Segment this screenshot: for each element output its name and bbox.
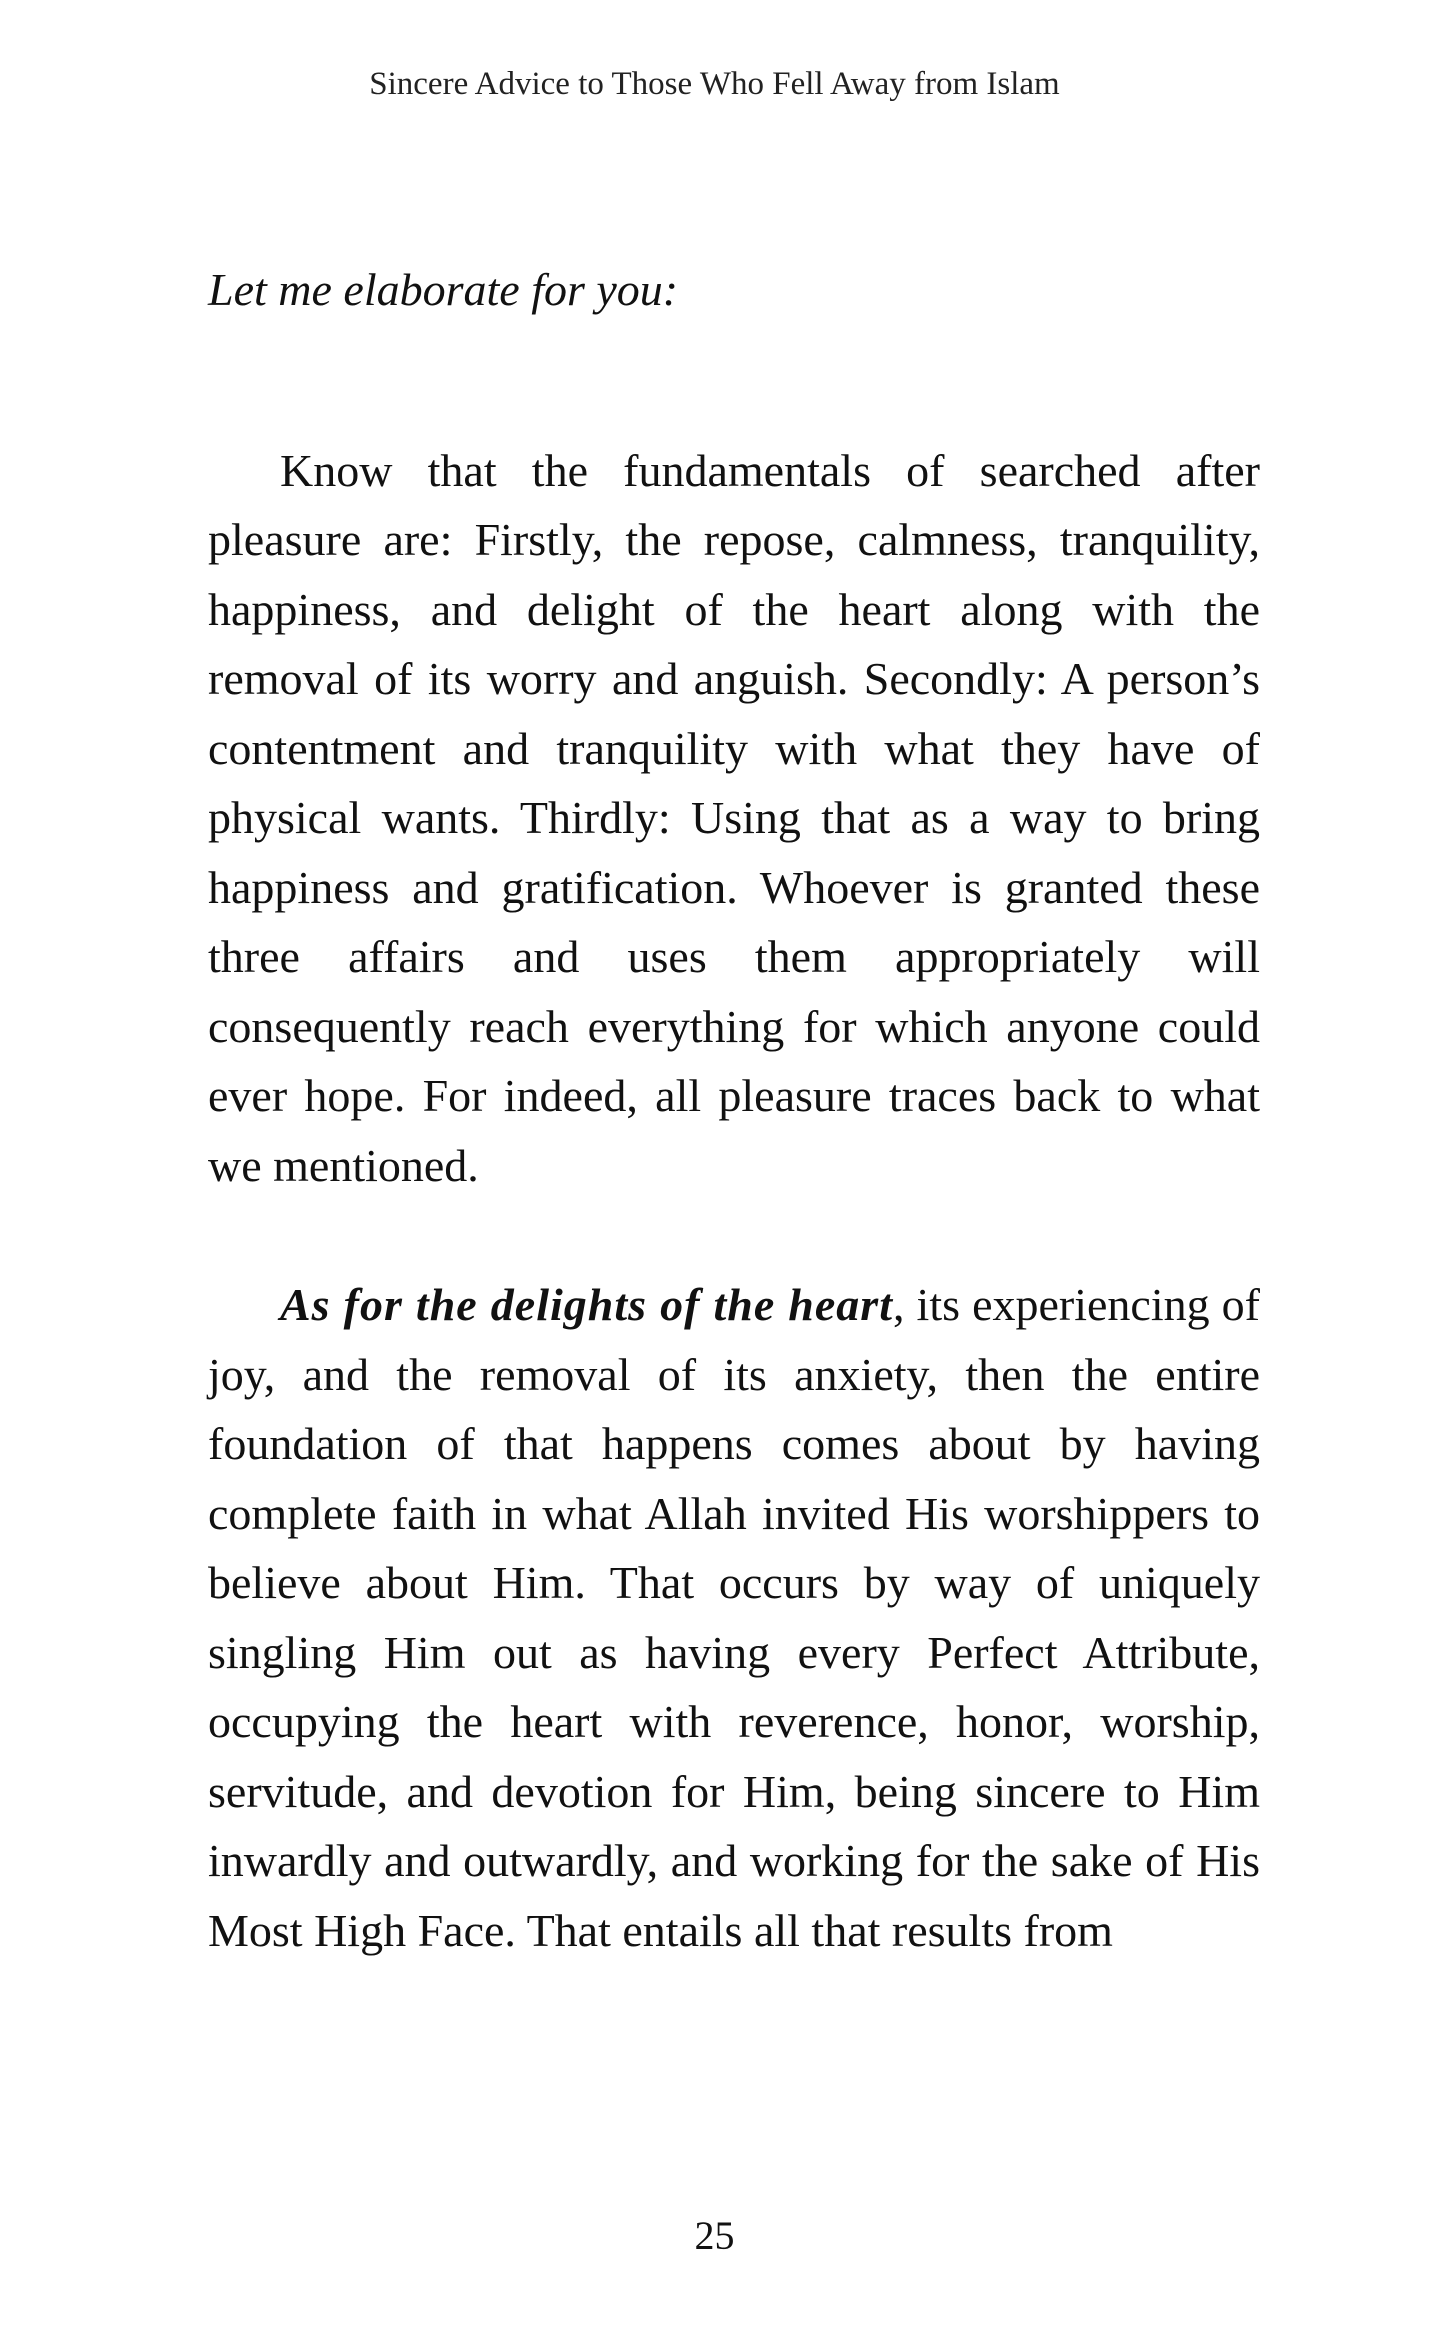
paragraph-delights-of-heart (208, 1270, 1260, 1965)
paragraph-continuation: , its experiencing of joy, and the removal of its anxiety, then the entire foundation of that happens comes about by having complete faith in what Allah invited His worshippers to believe about Him. That occurs by way of uniquely singling Him out as having every Perfect Attribute, occupying the heart with reverence, honor, worship, servitude, and devotion for Him, being sincere to Him inwardly and outwardly, and working for the sake of His Most High Face. That entails all that results from (208, 1279, 1260, 1956)
running-header: Sincere Advice to Those Who Fell Away from Islam (369, 66, 1060, 102)
page-body (208, 255, 1260, 1965)
paragraph-lead-phrase: As for the delights of the heart (280, 1279, 893, 1330)
page-number: 25 (694, 2213, 735, 2258)
intro-line: Let me elaborate for you: (208, 264, 679, 315)
paragraph-fundamentals: Know that the fundamentals of searched after pleasure are: Firstly, the repose, calmness, tranquility, happiness, and delight of the heart along with the removal of its worry and anguish. Secondly: A person’s contentment and tranquility with what they have of physical wants. Thirdly: Using that as a way to bring happiness and gratification. Whoever is granted these three affairs and uses them appropriately will consequently reach everything for which anyone could ever hope. For indeed, all pleasure traces back to what we mentioned. (208, 444, 1260, 1191)
